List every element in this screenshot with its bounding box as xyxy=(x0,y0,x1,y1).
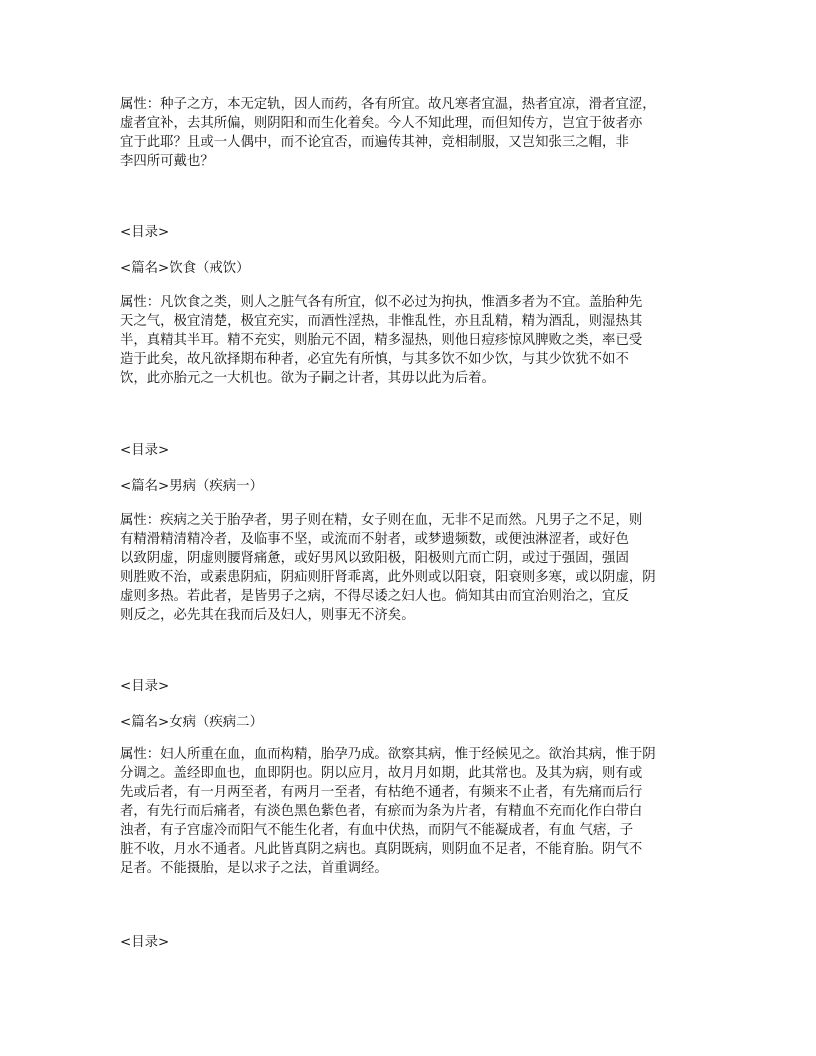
text-line: 脏不收，月水不通者。凡此皆真阴之病也。真阴既病，则阴血不足者，不能育胎。阴气不 xyxy=(120,842,643,857)
paragraph-3 xyxy=(120,511,656,625)
text-line: 饮，此亦胎元之一大机也。欲为子嗣之计者，其毋以此为后着。 xyxy=(120,371,495,386)
text-line: 分调之。盖经即血也，血即阴也。阴以应月，故月月如期，此其常也。及其为病，则有或 xyxy=(120,766,643,781)
text-line: 属性：凡饮食之类，则人之脏气各有所宜，似不必过为拘执，惟酒多者为不宜。盖胎种先 xyxy=(120,295,643,310)
text-line: 有精滑精清精冷者，及临事不坚，或流而不射者，或梦遗频数，或便浊淋涩者，或好色 xyxy=(120,532,629,547)
text-line: 足者。不能摄胎，是以求子之法，首重调经。 xyxy=(120,861,388,876)
text-line: 属性：妇人所重在血，血而构精，胎孕乃成。欲察其病，惟于经候见之。欲治其病，惟于阴 xyxy=(120,747,656,762)
section-title-female-disease: <篇名>女病（疾病二） xyxy=(120,715,263,730)
text-line: 李四所可戴也？ xyxy=(120,154,214,169)
text-line: 半，真精其半耳。精不充实，则胎元不固，精多湿热，则他日痘疹惊风脾败之类，率已受 xyxy=(120,333,643,348)
toc-link-2[interactable]: <目录> xyxy=(120,443,170,458)
text-line: 虚则多热。若此者，是皆男子之病，不得尽诿之妇人也。倘知其由而宜治则治之，宜反 xyxy=(120,589,629,604)
text-line: 属性：疾病之关于胎孕者，男子则在精，女子则在血，无非不足而然。凡男子之不足，则 xyxy=(120,513,643,528)
paragraph-4 xyxy=(120,745,656,878)
toc-link-3[interactable]: <目录> xyxy=(120,679,170,694)
text-line: 则反之，必先其在我而后及妇人，则事无不济矣。 xyxy=(120,608,415,623)
section-title-diet: <篇名>饮食（戒饮） xyxy=(120,261,250,276)
toc-link-1[interactable]: <目录> xyxy=(120,225,170,240)
text-line: 先或后者，有一月两至者，有两月一至者，有枯绝不通者，有频来不止者，有先痛而后行 xyxy=(120,785,643,800)
text-line: 属性：种子之方，本无定轨，因人而药，各有所宜。故凡寒者宜温，热者宜凉，滑者宜涩， xyxy=(120,97,656,112)
toc-link-4[interactable]: <目录> xyxy=(120,935,170,950)
text-line: 者，有先行而后痛者，有淡色黑色紫色者，有瘀而为条为片者，有精血不充而化作白带白 xyxy=(120,804,643,819)
text-line: 浊者，有子宫虚冷而阳气不能生化者，有血中伏热，而阴气不能凝成者，有血 气痞，子 xyxy=(120,823,634,838)
section-title-male-disease: <篇名>男病（疾病一） xyxy=(120,479,263,494)
text-line: 以致阴虚，阴虚则腰肾痛惫，或好男风以致阳极，阳极则亢而亡阴，或过于强固，强固 xyxy=(120,551,629,566)
text-line: 天之气，极宜清楚，极宜充实，而酒性淫热，非惟乱性，亦且乱精，精为酒乱，则湿热其 xyxy=(120,314,643,329)
text-line: 造于此矣，故凡欲择期布种者，必宜先有所慎，与其多饮不如少饮，与其少饮犹不如不 xyxy=(120,352,629,367)
paragraph-2 xyxy=(120,293,642,388)
text-line: 虚者宜补，去其所偏，则阴阳和而生化着矣。今人不知此理，而但知传方，岂宜于彼者亦 xyxy=(120,116,643,131)
paragraph-1 xyxy=(120,95,656,171)
text-line: 宜于此耶？且或一人偶中，而不论宜否，而遍传其神，竞相制服，又岂知张三之帽，非 xyxy=(120,135,629,150)
text-line: 则胜败不治，或素患阴疝，阴疝则肝肾乖离，此外则或以阳衰，阳衰则多寒，或以阴虚，阴 xyxy=(120,570,656,585)
